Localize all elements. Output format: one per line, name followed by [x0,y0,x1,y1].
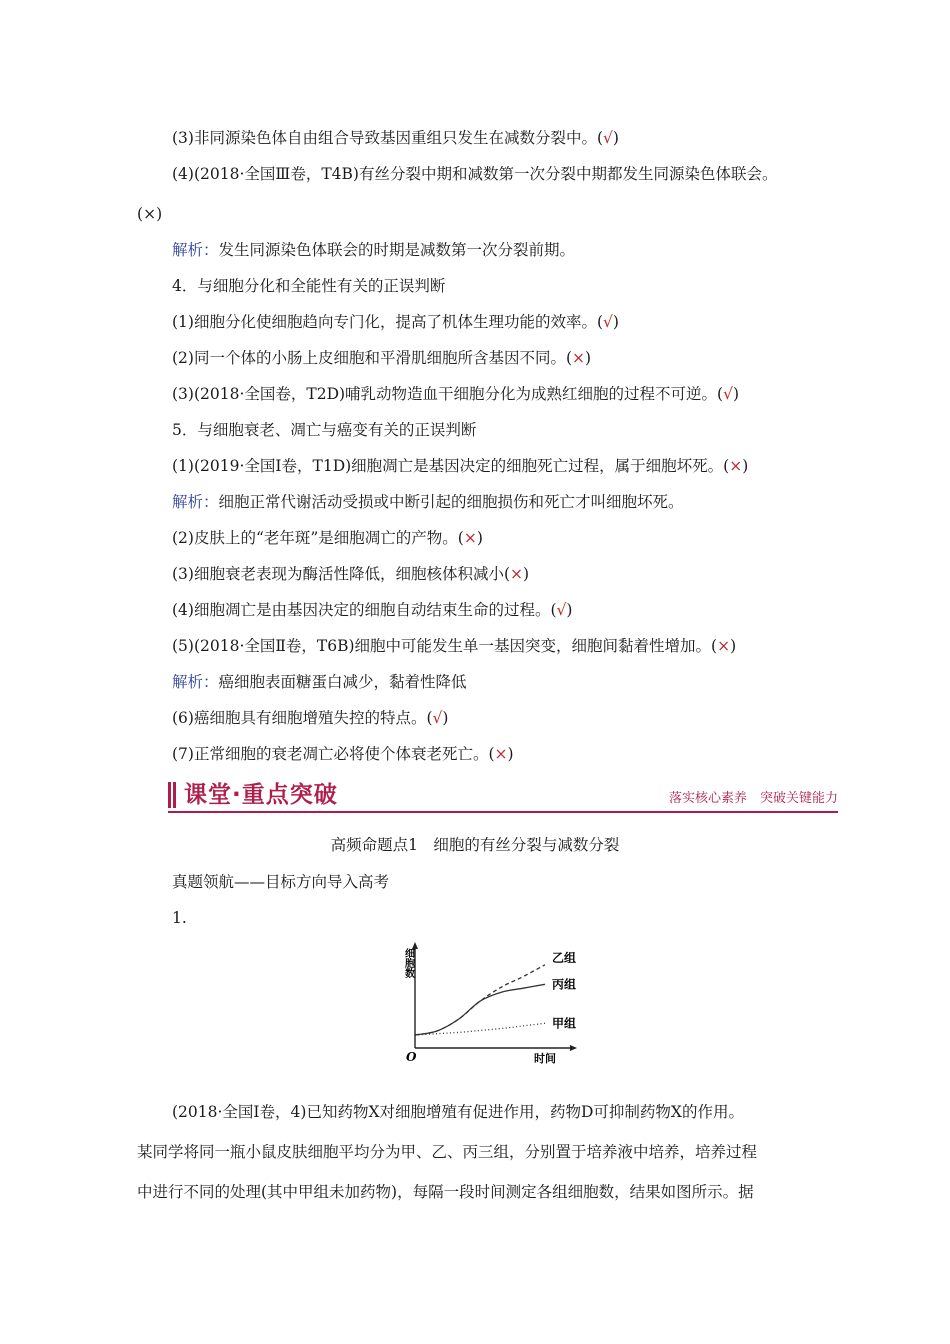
section-4-item-2 [172,348,591,368]
cell-count-chart [395,940,595,1070]
section-subheading: 真题领航——目标方向导入高考 [172,873,390,891]
banner-rule [168,811,838,813]
series-label: 乙组 [552,950,577,965]
paren: ) [742,457,749,475]
paren: ) [730,637,737,655]
series-label: 丙组 [552,977,577,992]
banner-subtitle: 落实核心素养 突破关键能力 [668,791,838,806]
passage-line-3: 中进行不同的处理(其中甲组未加药物)，每隔一段时间测定各组细胞数，结果如图所示。据 [137,1183,754,1201]
section-5-heading: 5．与细胞衰老、凋亡与癌变有关的正误判断 [172,421,477,439]
x-axis-arrow-icon [570,1045,577,1051]
explanation-text: 发生同源染色体联会的时期是减数第一次分裂前期。 [218,241,576,259]
item-4-explanation [172,240,575,260]
paren: ) [585,349,592,367]
section-4-heading: 4．与细胞分化和全能性有关的正误判断 [172,277,446,295]
paren: ) [733,385,740,403]
section-5-item-1-explanation [172,492,684,512]
item-text: (1)细胞分化使细胞趋向专门化，提高了机体生理功能的效率。( [172,313,604,331]
origin-label: O [406,1050,417,1064]
section-5-item-7 [172,744,514,764]
passage-line-1: (2018·全国Ⅰ卷，4)已知药物X对细胞增殖有促进作用，药物D可抑制药物X的作用。 [172,1103,744,1121]
item-text: (3)细胞衰老表现为酶活性降低，细胞核体积减小( [172,565,511,583]
paren: ) [566,601,573,619]
section-5-item-3 [172,564,529,584]
y-axis-label: 细胞数 [402,948,414,978]
explanation-label: 解析： [172,673,219,691]
item-text: (2)同一个体的小肠上皮细胞和平滑肌细胞所含基因不同。( [172,349,573,367]
section-title: 高频命题点1 细胞的有丝分裂与减数分裂 [330,836,620,854]
explanation-text: 癌细胞表面糖蛋白减少，黏着性降低 [218,673,467,691]
series-line-2 [415,984,545,1035]
section-5-item-5-explanation [172,672,467,692]
check-mark: √ [432,709,443,727]
cross-mark: × [717,637,731,655]
section-banner [168,779,838,813]
section-5-item-1 [172,456,748,476]
item-text: (3)非同源染色体自由组合导致基因重组只发生在减数分裂中。( [172,129,604,147]
section-5-item-4 [172,600,572,620]
paren: ) [442,709,449,727]
section-4-item-3 [172,384,739,404]
cross-mark: × [510,565,524,583]
paren: ) [156,205,163,223]
item-text: (7)正常细胞的衰老凋亡必将使个体衰老死亡。( [172,745,495,763]
check-mark: √ [603,313,613,331]
banner-title: 课堂·重点突破 [184,782,338,808]
passage-line-2: 某同学将同一瓶小鼠皮肤细胞平均分为甲、乙、丙三组，分别置于培养液中培养，培养过程 [137,1143,758,1161]
paren: ) [523,565,530,583]
item-text: (3)(2018·全国卷，T2D)哺乳动物造血干细胞分化为成熟红细胞的过程不可逆。( [172,385,724,403]
series-line-3 [415,1023,545,1035]
cross-mark: × [463,529,477,547]
explanation-text: 细胞正常代谢活动受损或中断引起的细胞损伤和死亡才叫细胞坏死。 [218,493,684,511]
paren: ( [137,205,144,223]
explanation-label: 解析： [172,241,219,259]
item-text: (1)(2019·全国Ⅰ卷，T1D)细胞凋亡是基因决定的细胞死亡过程，属于细胞坏死。( [172,457,730,475]
item-4-answer [137,204,162,224]
paren: ) [612,129,619,147]
question-number: 1. [172,909,187,927]
section-5-item-5 [172,636,736,656]
cross-mark: × [143,205,157,223]
section-4-item-1 [172,312,619,332]
item-text: (2)皮肤上的“老年斑”是细胞凋亡的产物。( [172,529,464,547]
series-line-1 [415,965,545,1035]
x-axis-label: 时间 [534,1052,556,1065]
cross-mark: × [572,349,586,367]
paren: ) [476,529,483,547]
item-text: (4)细胞凋亡是由基因决定的细胞自动结束生命的过程。( [172,601,557,619]
cross-mark: × [494,745,508,763]
paren: ) [507,745,514,763]
section-5-item-2 [172,528,483,548]
check-mark: √ [603,129,613,147]
paren: ) [612,313,619,331]
item-text: (5)(2018·全国Ⅱ卷，T6B)细胞中可能发生单一基因突变，细胞间黏着性增加。( [172,637,718,655]
series-label: 甲组 [552,1016,577,1031]
item-4: (4)(2018·全国Ⅲ卷，T4B)有丝分裂中期和减数第一次分裂中期都发生同源染色体联会。 [172,165,778,183]
cross-mark: × [729,457,743,475]
check-mark: √ [723,385,733,403]
check-mark: √ [556,601,567,619]
item-text: (6)癌细胞具有细胞增殖失控的特点。( [172,709,433,727]
explanation-label: 解析： [172,493,219,511]
banner-bars-icon [168,782,176,808]
section-5-item-6 [172,708,448,728]
item-3 [172,128,619,148]
